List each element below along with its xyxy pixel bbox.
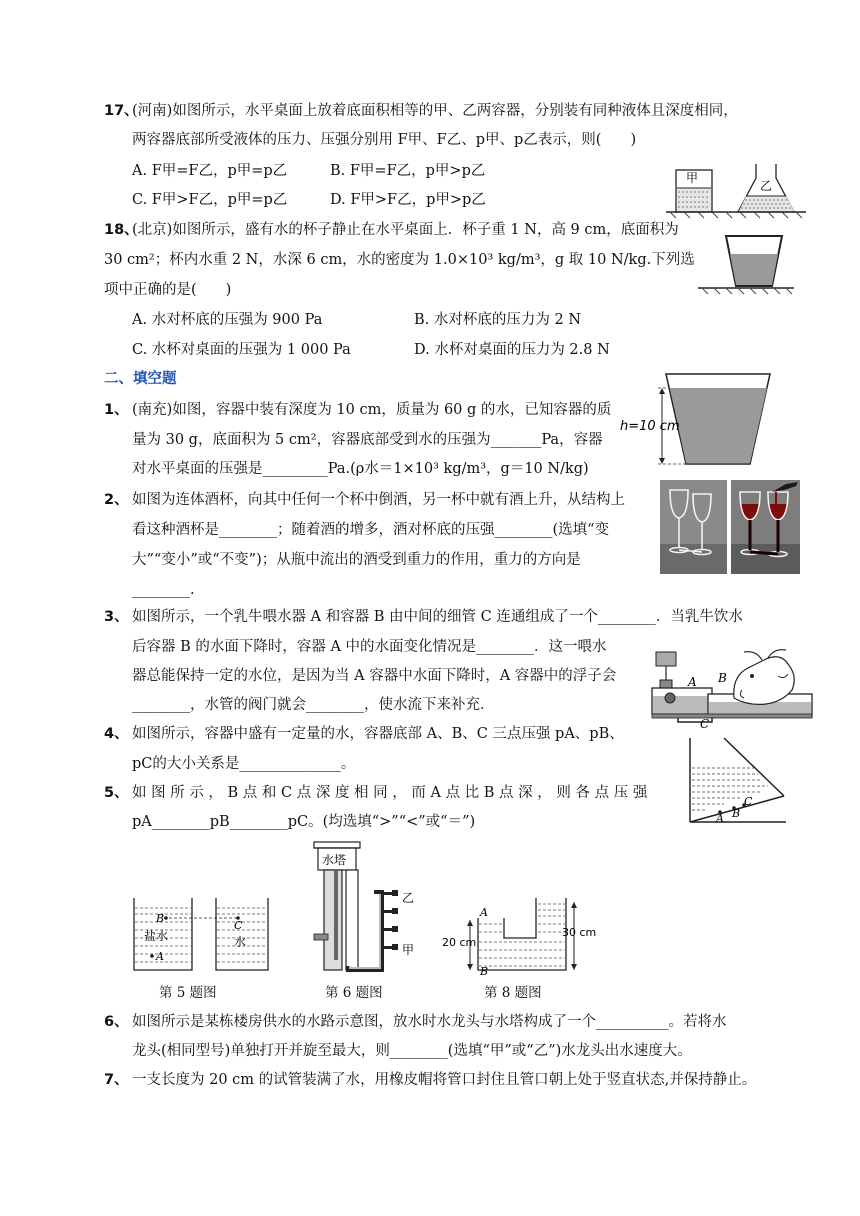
q18-stem-line3: 项中正确的是( ) <box>104 282 232 298</box>
q18-number: 18、 <box>104 222 139 238</box>
q18-option-d: D. 水杯对桌面的压力为 2.8 N <box>414 342 610 358</box>
f4-inclined-container-figure <box>684 734 788 826</box>
f4-label-a: A <box>716 812 724 825</box>
fig6-caption: 第 6 题图 <box>325 985 383 1001</box>
q17-option-a: A. F甲=F乙，p甲=p乙 <box>132 163 288 179</box>
f2-stem-line2: 看这种酒杯是________；随着酒的增多，酒对杯底的压强________(选填“变 <box>132 522 610 538</box>
f3-label-a: A <box>688 675 697 689</box>
q18-option-a: A. 水对杯底的压强为 900 Pa <box>132 312 323 328</box>
f6-stem-line1: 如图所示是某栋楼房供水的水路示意图，放水时水龙头与水塔构成了一个__________。若将水 <box>132 1014 727 1030</box>
fig6-water-tower-figure <box>310 840 430 976</box>
fig8-container-figure <box>438 896 598 976</box>
fig5-label-water: 水 <box>234 935 247 949</box>
f7-number: 7、 <box>104 1072 129 1088</box>
cow-head-drawing <box>734 650 794 705</box>
f2-stem-line4: ________. <box>132 582 195 598</box>
q17-option-c: C. F甲>F乙，p甲=p乙 <box>132 192 288 208</box>
fig8-height-30: 30 cm <box>562 926 597 939</box>
f1-stem-line2: 量为 30 g，底面积为 5 cm²，容器底部受到水的压强为_______Pa，容器 <box>132 432 603 448</box>
f6-stem-line2: 龙头(相同型号)单独打开并旋至最大，则________(选填“甲”或“乙”)水龙头出水速度大。 <box>132 1043 692 1059</box>
fig5-label-c: C <box>234 919 243 932</box>
fig5-two-containers <box>128 896 274 976</box>
q17-option-b: B. F甲=F乙，p甲>p乙 <box>330 163 486 179</box>
q18-stem-line1: (北京)如图所示，盛有水的杯子静止在水平桌面上．杯子重 1 N，高 9 cm，底面积为 <box>132 222 679 238</box>
f3-stem-line3: 器总能保持一定的水位，是因为当 A 容器中水面下降时，A 容器中的浮子会 <box>132 668 617 684</box>
q18-option-c: C. 水杯对桌面的压强为 1 000 Pa <box>132 342 351 358</box>
fig5-label-a: A <box>156 950 164 963</box>
fig8-caption: 第 8 题图 <box>484 985 542 1001</box>
fig8-label-a: A <box>480 906 488 919</box>
f1-number: 1、 <box>104 402 129 418</box>
f2-stem-line3: 大”“变小”或“不变”)；从瓶中流出的酒受到重力的作用，重力的方向是 <box>132 552 581 568</box>
f4-number: 4、 <box>104 726 129 742</box>
f3-stem-line1: 如图所示，一个乳牛喂水器 A 和容器 B 由中间的细管 C 连通组成了一个________．当乳牛饮水 <box>132 609 743 625</box>
f3-stem-line2: 后容器 B 的水面下降时，容器 A 中的水面变化情况是________．这一喂水 <box>132 639 607 655</box>
q17-stem-line2: 两容器底部所受液体的压力、压强分别用 F甲、F乙、p甲、p乙表示，则( ) <box>132 132 637 148</box>
fig8-label-b: B <box>480 965 489 976</box>
f4-label-c: C <box>744 795 753 808</box>
f3-stem-line4: ________，水管的阀门就会________，使水流下来补充． <box>132 697 495 713</box>
fig6-label-yi: 乙 <box>402 891 415 905</box>
fig5-label-b: B <box>156 912 165 925</box>
f1-container-figure <box>618 366 784 470</box>
f5-stem-line1: 如 图 所 示 ， B 点 和 C 点 深 度 相 同 ， 而 A 点 比 B 点 深 ， 则 各 点 压 强 <box>132 785 648 801</box>
q17-label-jia: 甲 <box>686 171 699 185</box>
f1-stem-line1: (南充)如图，容器中装有深度为 10 cm，质量为 60 g 的水，已知容器的质 <box>132 402 612 418</box>
f3-cow-water-feeder-figure <box>648 646 814 730</box>
fig6-water-tower-label: 水塔 <box>322 853 347 867</box>
q17-label-yi: 乙 <box>760 179 773 193</box>
q17-number: 17、 <box>104 103 139 119</box>
fig6-label-jia: 甲 <box>402 943 415 957</box>
f6-number: 6、 <box>104 1014 129 1030</box>
f4-label-b: B <box>732 807 741 820</box>
q17-option-d: D. F甲>F乙，p甲>p乙 <box>330 192 486 208</box>
fig5-caption: 第 5 题图 <box>159 985 217 1001</box>
f1-depth-label: h=10 cm <box>620 419 680 434</box>
q18-stem-line2: 30 cm²；杯内水重 2 N，水深 6 cm，水的密度为 1.0×10³ kg/m³，g 取 10 N/kg.下列选 <box>104 252 695 268</box>
q18-option-b: B. 水对杯底的压力为 2 N <box>414 312 582 328</box>
f4-stem-line2: pC的大小关系是______________。 <box>132 756 356 772</box>
f3-label-b: B <box>718 671 727 685</box>
f2-number: 2、 <box>104 492 129 508</box>
f3-number: 3、 <box>104 609 129 625</box>
f2-stem-line1: 如图为连体酒杯，向其中任何一个杯中倒酒，另一杯中就有酒上升，从结构上 <box>132 492 625 508</box>
f5-number: 5、 <box>104 785 129 801</box>
f1-stem-line3: 对水平桌面的压强是_________Pa.(ρ水＝1×10³ kg/m³，g＝10 N/kg) <box>132 461 589 477</box>
f2-wine-glass-photos <box>660 480 800 574</box>
f7-stem-line1: 一支长度为 20 cm 的试管装满了水，用橡皮帽将管口封住且管口朝上处于竖直状态,并保持静止。 <box>132 1072 757 1088</box>
f3-label-c: C <box>700 717 710 730</box>
f4-stem-line1: 如图所示，容器中盛有一定量的水，容器底部 A、B、C 三点压强 pA、pB、 <box>132 726 624 742</box>
section-title-fill-in: 二、填空题 <box>104 371 177 387</box>
f5-stem-line2: pA________pB________pC。(均选填“>”“<”或“＝”) <box>132 814 476 830</box>
q17-stem-line1: (河南)如图所示，水平桌面上放着底面积相等的甲、乙两容器，分别装有同种液体且深度相同， <box>132 103 738 119</box>
q18-cup-figure <box>696 224 796 300</box>
q17-containers-figure <box>664 154 808 220</box>
fig5-label-salt-water: 盐水 <box>144 929 169 943</box>
fig8-height-20: 20 cm <box>442 936 477 949</box>
